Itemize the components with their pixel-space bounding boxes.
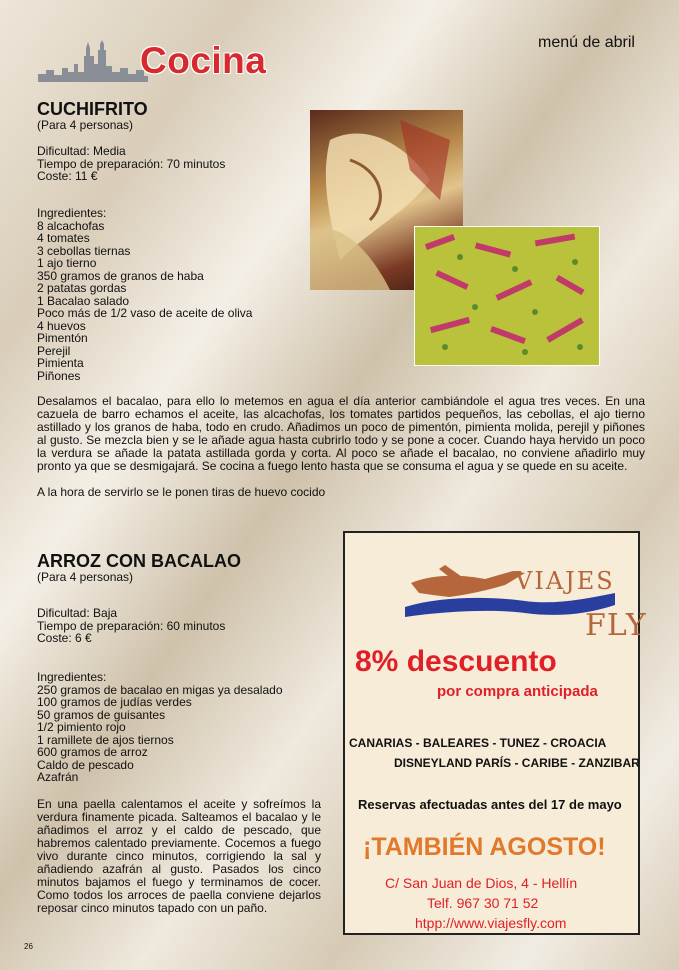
recipe-serving-note: A la hora de servirlo se le ponen tiras de huevo cocido: [37, 485, 326, 499]
ingredient-item: 50 gramos de guisantes: [37, 707, 166, 722]
recipe-difficulty: Dificultad: Baja: [37, 606, 118, 620]
ingredient-item: 3 cebollas tiernas: [37, 243, 131, 258]
ingredient-item: 100 gramos de judías verdes: [37, 695, 192, 709]
ad-destinations-1: CANARIAS - BALEARES - TUNEZ - CROACIA: [349, 736, 607, 750]
ingredient-item: Azafrán: [37, 770, 79, 784]
ingredient-item: 1 ajo tierno: [37, 256, 97, 270]
ingredient-item: 350 gramos de granos de haba: [37, 268, 204, 283]
ingredient-item: Poco más de 1/2 vaso de aceite de oliva: [37, 306, 253, 320]
page-number: 26: [24, 942, 33, 951]
ad-discount: 8% descuento: [355, 645, 557, 678]
ad-also-august: ¡TAMBIÉN AGOSTO!: [363, 833, 606, 861]
ingredients-label: Ingredientes:: [37, 670, 107, 684]
ad-phone: Telf. 967 30 71 52: [427, 895, 539, 911]
paella-photo: [414, 226, 600, 366]
town-skyline-icon: [38, 34, 148, 84]
ad-website-link[interactable]: htpp://www.viajesfly.com: [415, 915, 567, 931]
ad-destinations-2: DISNEYLAND PARÍS - CARIBE - ZANZIBAR: [394, 756, 640, 770]
recipe-prep-time: Tiempo de preparación: 60 minutos: [37, 618, 226, 633]
ingredient-item: 250 gramos de bacalao en migas ya desalado: [37, 682, 283, 697]
recipe-difficulty: Dificultad: Media: [37, 144, 126, 158]
viajes-fly-logo-icon: [405, 545, 647, 645]
ingredient-item: Pimentón: [37, 331, 88, 345]
recipe-instructions: En una paella calentamos el aceite y sofreímos la verdura finamente picada. Salteamos el bacalao y le añadimos el arroz y el caldo de pescado, que habremos calentado previamente. Cocemos a fuego vivo durante cinco minutos, corrigiendo la sal y añadiendo azafrán al gusto. Pasados los cinco minutos bajamos el fuego y terminamos de cocer. Como todos los arroces de paella conviene dejarlos reposar cinco minutos tapado con un paño.: [37, 797, 321, 915]
recipe-meta: [37, 145, 225, 183]
ingredient-item: 1 Bacalao salado: [37, 293, 130, 308]
recipe-title-cuchifrito: CUCHIFRITO: [37, 99, 148, 119]
ingredient-item: 4 huevos: [37, 318, 86, 333]
logo-text-top: VIAJES: [515, 567, 615, 595]
logo-text-bottom: FLY: [585, 608, 647, 643]
ad-reservations: Reservas afectuadas antes del 17 de mayo: [358, 797, 622, 812]
recipe-servings: (Para 4 personas): [37, 118, 134, 132]
ingredient-item: 4 tomates: [37, 231, 90, 245]
recipe-meta: [37, 607, 225, 645]
ingredient-item: 1 ramillete de ajos tiernos: [37, 732, 174, 747]
ingredients-list: [37, 671, 283, 784]
ingredient-item: 2 patatas gordas: [37, 281, 127, 295]
recipe-servings: (Para 4 personas): [37, 570, 134, 584]
recipe-cost: Coste: 11 €: [37, 169, 98, 183]
ingredients-label: Ingredientes:: [37, 206, 107, 220]
recipe-prep-time: Tiempo de preparación: 70 minutos: [37, 156, 226, 171]
ingredients-list: [37, 207, 252, 382]
ingredient-item: Piñones: [37, 368, 81, 383]
recipe-instructions: Desalamos el bacalao, para ello lo metemos en agua el día anterior cambiándole el agua tres veces. En una cazuela de barro echamos el aceite, las alcachofas, los tomates partidos pequeños, las cebollas, el ajo tierno astillado y los granos de haba, todo en crudo. Añadimos un poco de pimentón, pimienta molida, perejil y piñones al gusto. Se mezcla bien y se le añade agua hasta cubrirlo todo y se pone a cocer. Cuando haya hervido un poco la verdura se añade la patata astillada gorda y corta. Al poco se añade el bacalao, no conviene añadirlo muy pronto ya que se desmigajará. Se cocina a fuego lento hasta que se consuma el agua y se quede en su aceite.: [37, 394, 645, 473]
ingredient-item: 8 alcachofas: [37, 218, 105, 233]
ingredient-item: Caldo de pescado: [37, 757, 134, 772]
recipe-title-arroz-con-bacalao: ARROZ CON BACALAO: [37, 551, 241, 571]
ad-address: C/ San Juan de Dios, 4 - Hellín: [385, 875, 578, 891]
travel-agency-ad[interactable]: [343, 531, 647, 935]
ad-discount-sub: por compra anticipada: [437, 683, 598, 700]
section-title: Cocina: [140, 40, 267, 81]
paella-illustration: [415, 227, 599, 365]
recipe-cost: Coste: 6 €: [37, 631, 92, 645]
ingredient-item: Pimienta: [37, 356, 84, 370]
menu-month-label: menú de abril: [538, 34, 635, 51]
ingredient-item: 1/2 pimiento rojo: [37, 720, 126, 734]
ingredient-item: 600 gramos de arroz: [37, 745, 148, 759]
ingredient-item: Perejil: [37, 343, 71, 358]
